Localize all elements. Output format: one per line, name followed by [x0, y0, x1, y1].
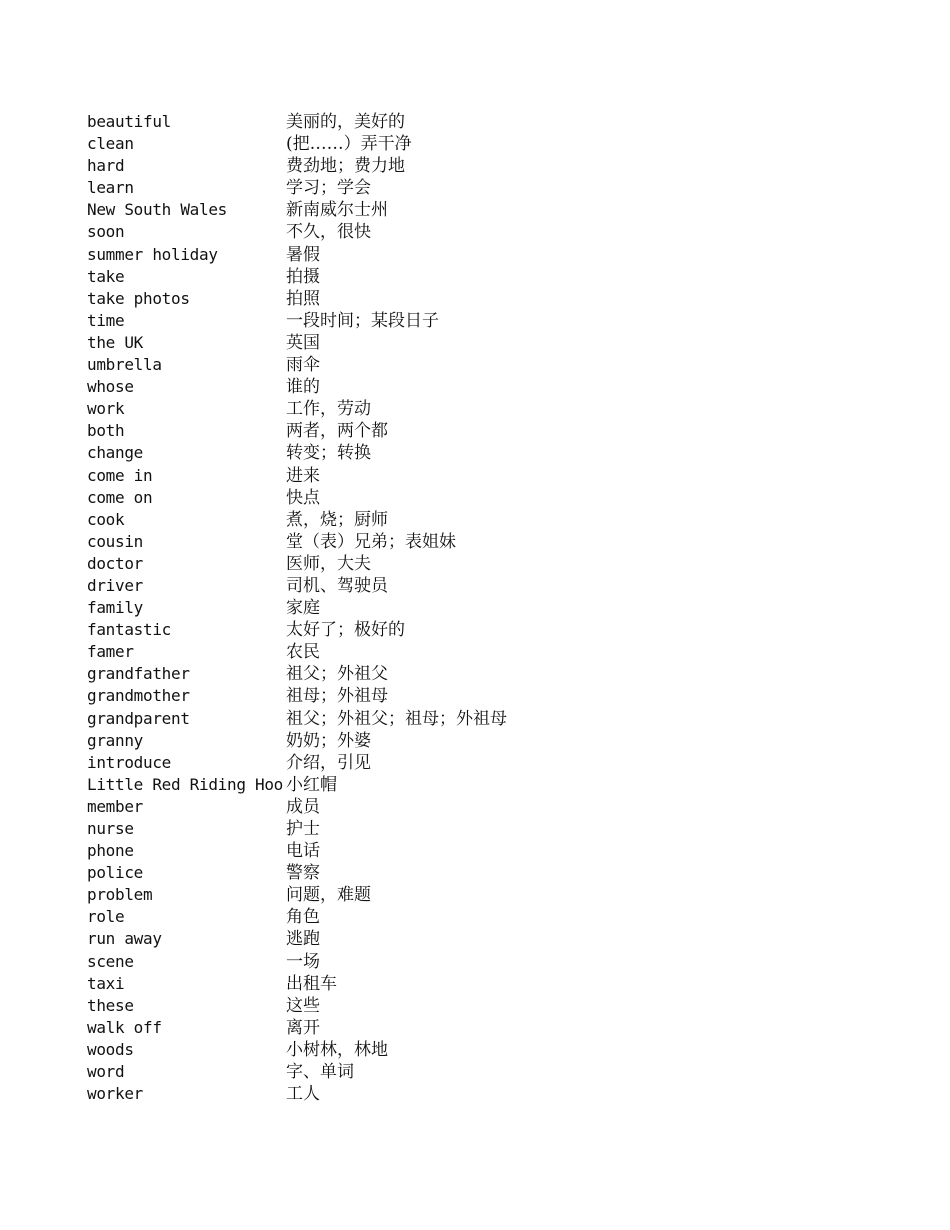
vocab-row [87, 685, 887, 707]
chinese-meaning: 电话 [286, 841, 320, 862]
chinese-meaning: 工作，劳动 [286, 399, 371, 420]
english-word: woods [87, 1039, 134, 1059]
chinese-meaning: 费劲地；费力地 [286, 156, 405, 177]
chinese-meaning: 祖父；外祖父；祖母；外祖母 [286, 708, 507, 729]
chinese-meaning: 医师，大夫 [286, 553, 371, 574]
english-word: come in [87, 465, 153, 485]
english-word: word [87, 1062, 125, 1082]
chinese-meaning: 这些 [286, 995, 320, 1016]
english-word: role [87, 907, 125, 927]
chinese-meaning: 太好了；极好的 [286, 620, 405, 641]
chinese-meaning: 警察 [286, 863, 320, 884]
english-word: come on [87, 487, 153, 507]
vocab-row [87, 995, 887, 1017]
vocab-row [87, 906, 887, 928]
english-word: doctor [87, 553, 143, 573]
vocab-row [87, 465, 887, 487]
english-word: member [87, 796, 143, 816]
english-word: New South Wales [87, 200, 227, 220]
vocab-row [87, 928, 887, 950]
vocab-row [87, 663, 887, 685]
chinese-meaning: 谁的 [286, 377, 320, 398]
chinese-meaning: 家庭 [286, 598, 320, 619]
english-word: granny [87, 730, 143, 750]
english-word: famer [87, 642, 134, 662]
chinese-meaning: 祖父；外祖父 [286, 664, 388, 685]
english-word: worker [87, 1084, 143, 1104]
chinese-meaning: 一场 [286, 951, 320, 972]
chinese-meaning: 小红帽 [286, 774, 337, 795]
vocab-row [87, 199, 887, 221]
chinese-meaning: 小树林，林地 [286, 1039, 388, 1060]
chinese-meaning: 工人 [286, 1084, 320, 1105]
english-word: work [87, 399, 125, 419]
chinese-meaning: 两者，两个都 [286, 421, 388, 442]
vocab-row [87, 487, 887, 509]
vocab-row [87, 509, 887, 531]
english-word: scene [87, 951, 134, 971]
vocab-row [87, 1061, 887, 1083]
chinese-meaning: 一段时间；某段日子 [286, 310, 439, 331]
chinese-meaning: 祖母；外祖母 [286, 686, 388, 707]
chinese-meaning: 快点 [286, 487, 320, 508]
vocab-row [87, 575, 887, 597]
chinese-meaning: 暑假 [286, 244, 320, 265]
vocab-row [87, 354, 887, 376]
chinese-meaning: 角色 [286, 907, 320, 928]
vocab-row [87, 420, 887, 442]
english-word: these [87, 995, 134, 1015]
vocab-row [87, 221, 887, 243]
chinese-meaning: 成员 [286, 796, 320, 817]
chinese-meaning: 逃跑 [286, 929, 320, 950]
english-word: beautiful [87, 112, 171, 131]
english-word: both [87, 421, 125, 441]
chinese-meaning: 英国 [286, 332, 320, 353]
english-word: soon [87, 222, 125, 242]
chinese-meaning: 问题，难题 [286, 885, 371, 906]
chinese-meaning: 农民 [286, 642, 320, 663]
vocab-row [87, 266, 887, 288]
english-word: take photos [87, 288, 190, 308]
vocab-row [87, 973, 887, 995]
english-word: hard [87, 156, 125, 176]
english-word: Little Red Riding Hoo [87, 774, 283, 794]
vocab-row [87, 376, 887, 398]
vocab-row [87, 1017, 887, 1039]
chinese-meaning: 拍照 [286, 288, 320, 309]
english-word: driver [87, 575, 143, 595]
english-word: introduce [87, 752, 171, 772]
vocab-row [87, 531, 887, 553]
chinese-meaning: 离开 [286, 1017, 320, 1038]
english-word: the UK [87, 332, 143, 352]
chinese-meaning: 奶奶；外婆 [286, 730, 371, 751]
vocab-row [87, 884, 887, 906]
vocab-row [87, 862, 887, 884]
chinese-meaning: 堂（表）兄弟；表姐妹 [286, 531, 456, 552]
chinese-meaning: 转变；转换 [286, 443, 371, 464]
chinese-meaning: 新南威尔士州 [286, 200, 388, 221]
english-word: family [87, 598, 143, 618]
english-word: police [87, 863, 143, 883]
english-word: walk off [87, 1017, 162, 1037]
vocab-row [87, 818, 887, 840]
english-word: nurse [87, 819, 134, 838]
vocab-row [87, 244, 887, 266]
chinese-meaning: 不久，很快 [286, 222, 371, 243]
vocab-row [87, 398, 887, 420]
chinese-meaning: (把……）弄干净 [286, 134, 412, 155]
english-word: fantastic [87, 620, 171, 640]
vocabulary-table [87, 111, 887, 1105]
vocab-row [87, 133, 887, 155]
vocab-row [87, 840, 887, 862]
english-word: problem [87, 885, 153, 905]
english-word: summer holiday [87, 244, 218, 264]
vocab-row [87, 774, 887, 796]
vocab-row [87, 752, 887, 774]
english-word: grandmother [87, 686, 190, 706]
english-word: cook [87, 509, 125, 529]
english-word: run away [87, 929, 162, 949]
english-word: whose [87, 377, 134, 397]
english-word: learn [87, 178, 134, 198]
vocab-row [87, 310, 887, 332]
vocab-row [87, 730, 887, 752]
chinese-meaning: 司机、驾驶员 [286, 575, 388, 596]
vocab-row [87, 288, 887, 310]
vocab-row [87, 951, 887, 973]
vocab-row [87, 641, 887, 663]
chinese-meaning: 进来 [286, 465, 320, 486]
chinese-meaning: 拍摄 [286, 266, 320, 287]
vocab-row [87, 597, 887, 619]
english-word: clean [87, 134, 134, 154]
vocab-row [87, 619, 887, 641]
english-word: grandparent [87, 708, 190, 728]
vocab-row [87, 796, 887, 818]
english-word: phone [87, 841, 134, 861]
chinese-meaning: 介绍，引见 [286, 752, 371, 773]
chinese-meaning: 字、单词 [286, 1062, 354, 1083]
english-word: grandfather [87, 664, 190, 684]
vocab-row [87, 332, 887, 354]
english-word: time [87, 310, 125, 330]
english-word: change [87, 443, 143, 463]
vocab-row [87, 553, 887, 575]
english-word: take [87, 266, 125, 286]
chinese-meaning: 护士 [286, 819, 320, 839]
chinese-meaning: 出租车 [286, 973, 337, 994]
chinese-meaning: 学习；学会 [286, 178, 371, 199]
vocab-row [87, 708, 887, 730]
vocab-row [87, 111, 887, 133]
vocab-row [87, 155, 887, 177]
english-word: cousin [87, 531, 143, 551]
vocab-row [87, 1039, 887, 1061]
vocab-row [87, 1083, 887, 1105]
vocab-row [87, 442, 887, 464]
vocab-row [87, 177, 887, 199]
chinese-meaning: 美丽的，美好的 [286, 112, 405, 132]
chinese-meaning: 煮，烧；厨师 [286, 509, 388, 530]
english-word: taxi [87, 973, 125, 993]
chinese-meaning: 雨伞 [286, 355, 320, 376]
english-word: umbrella [87, 355, 162, 375]
